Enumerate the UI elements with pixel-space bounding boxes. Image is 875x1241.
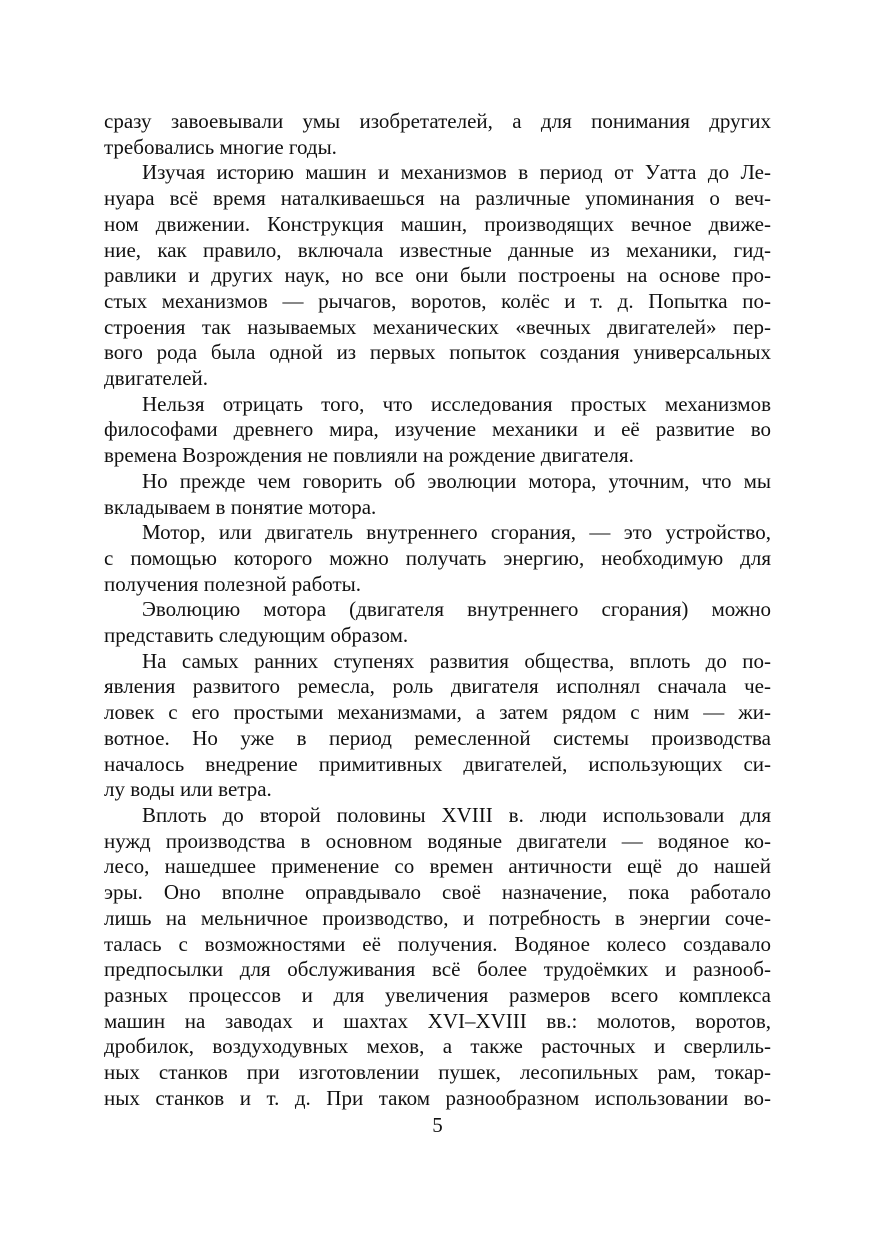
text-line: представить следующим образом. bbox=[104, 623, 409, 648]
text-line: ных станков при изготовлении пушек, лесопильных рам, токар- bbox=[104, 1060, 771, 1085]
page-body bbox=[104, 109, 771, 1111]
text-line: ном движении. Конструкция машин, производящих вечное движе- bbox=[104, 211, 771, 236]
paragraph bbox=[104, 597, 771, 648]
text-line: лесо, нашедшее применение со времен античности ещё до нашей bbox=[104, 854, 771, 879]
paragraph bbox=[104, 392, 771, 469]
text-line: лишь на мельничное производство, и потребность в энергии соче- bbox=[104, 905, 771, 930]
text-line: талась с возможностями её получения. Водяное колесо создавало bbox=[104, 931, 771, 956]
text-line: нужд производства в основном водяные двигатели — водяное ко- bbox=[104, 828, 771, 853]
text-line: Вплоть до второй половины XVIII в. люди использовали для bbox=[142, 802, 771, 827]
text-line: предпосылки для обслуживания всё более трудоёмких и разнооб- bbox=[104, 957, 771, 982]
text-line: вотное. Но уже в период ремесленной системы производства bbox=[104, 725, 771, 750]
text-line: эры. Оно вполне оправдывало своё назначение, пока работало bbox=[104, 880, 771, 905]
text-line: Но прежде чем говорить об эволюции мотора, уточним, что мы bbox=[142, 468, 771, 493]
text-line: Мотор, или двигатель внутреннего сгорания, — это устройство, bbox=[142, 520, 771, 545]
text-line: времена Возрождения не повлияли на рождение двигателя. bbox=[104, 443, 634, 468]
text-line: Эволюцию мотора (двигателя внутреннего сгорания) можно bbox=[142, 597, 771, 622]
text-line: вого рода была одной из первых попыток создания универсальных bbox=[104, 340, 771, 365]
text-line: явления развитого ремесла, роль двигателя исполнял сначала че- bbox=[104, 674, 771, 699]
paragraph bbox=[104, 160, 771, 391]
text-line: На самых ранних ступенях развития общества, вплоть до по- bbox=[142, 648, 771, 673]
text-line: сразу завоевывали умы изобретателей, а для понимания других bbox=[104, 109, 771, 133]
text-line: Изучая историю машин и механизмов в период от Уатта до Ле- bbox=[142, 160, 771, 185]
text-line: с помощью которого можно получать энергию, необходимую для bbox=[104, 545, 771, 570]
paragraph bbox=[104, 649, 771, 803]
text-line: машин на заводах и шахтах XVI–XVIII вв.: молотов, воротов, bbox=[104, 1008, 771, 1033]
text-line: Нельзя отрицать того, что исследования простых механизмов bbox=[142, 391, 771, 416]
paragraph bbox=[104, 520, 771, 597]
text-line: началось внедрение примитивных двигателей, использующих си- bbox=[104, 751, 771, 776]
text-line: стых механизмов — рычагов, воротов, колёс и т. д. Попытка по- bbox=[104, 288, 771, 313]
text-line: строения так называемых механических «вечных двигателей» пер- bbox=[104, 314, 771, 339]
paragraph bbox=[104, 803, 771, 1111]
text-line: получения полезной работы. bbox=[104, 571, 362, 596]
text-line: двигателей. bbox=[104, 366, 209, 391]
text-line: вкладываем в понятие мотора. bbox=[104, 494, 377, 519]
page-number: 5 bbox=[432, 1113, 443, 1137]
text-line: ных станков и т. д. При таком разнообразном использовании во- bbox=[104, 1085, 771, 1110]
text-line: нуара всё время наталкиваешься на различные упоминания о веч- bbox=[104, 186, 771, 211]
text-line: равлики и других наук, но все они были построены на основе про- bbox=[104, 263, 771, 288]
text-line: лу воды или ветра. bbox=[104, 777, 272, 802]
text-line: требовались многие годы. bbox=[104, 134, 337, 159]
text-line: ловек с его простыми механизмами, а затем рядом с ним — жи- bbox=[104, 700, 771, 725]
text-line: разных процессов и для увеличения размеров всего комплекса bbox=[104, 982, 771, 1007]
paragraph bbox=[104, 109, 771, 160]
text-line: философами древнего мира, изучение механики и её развитие во bbox=[104, 417, 771, 442]
paragraph bbox=[104, 469, 771, 520]
text-line: дробилок, воздуходувных мехов, а также расточных и сверлиль- bbox=[104, 1034, 771, 1059]
text-line: ние, как правило, включала известные данные из механики, гид- bbox=[104, 237, 771, 262]
